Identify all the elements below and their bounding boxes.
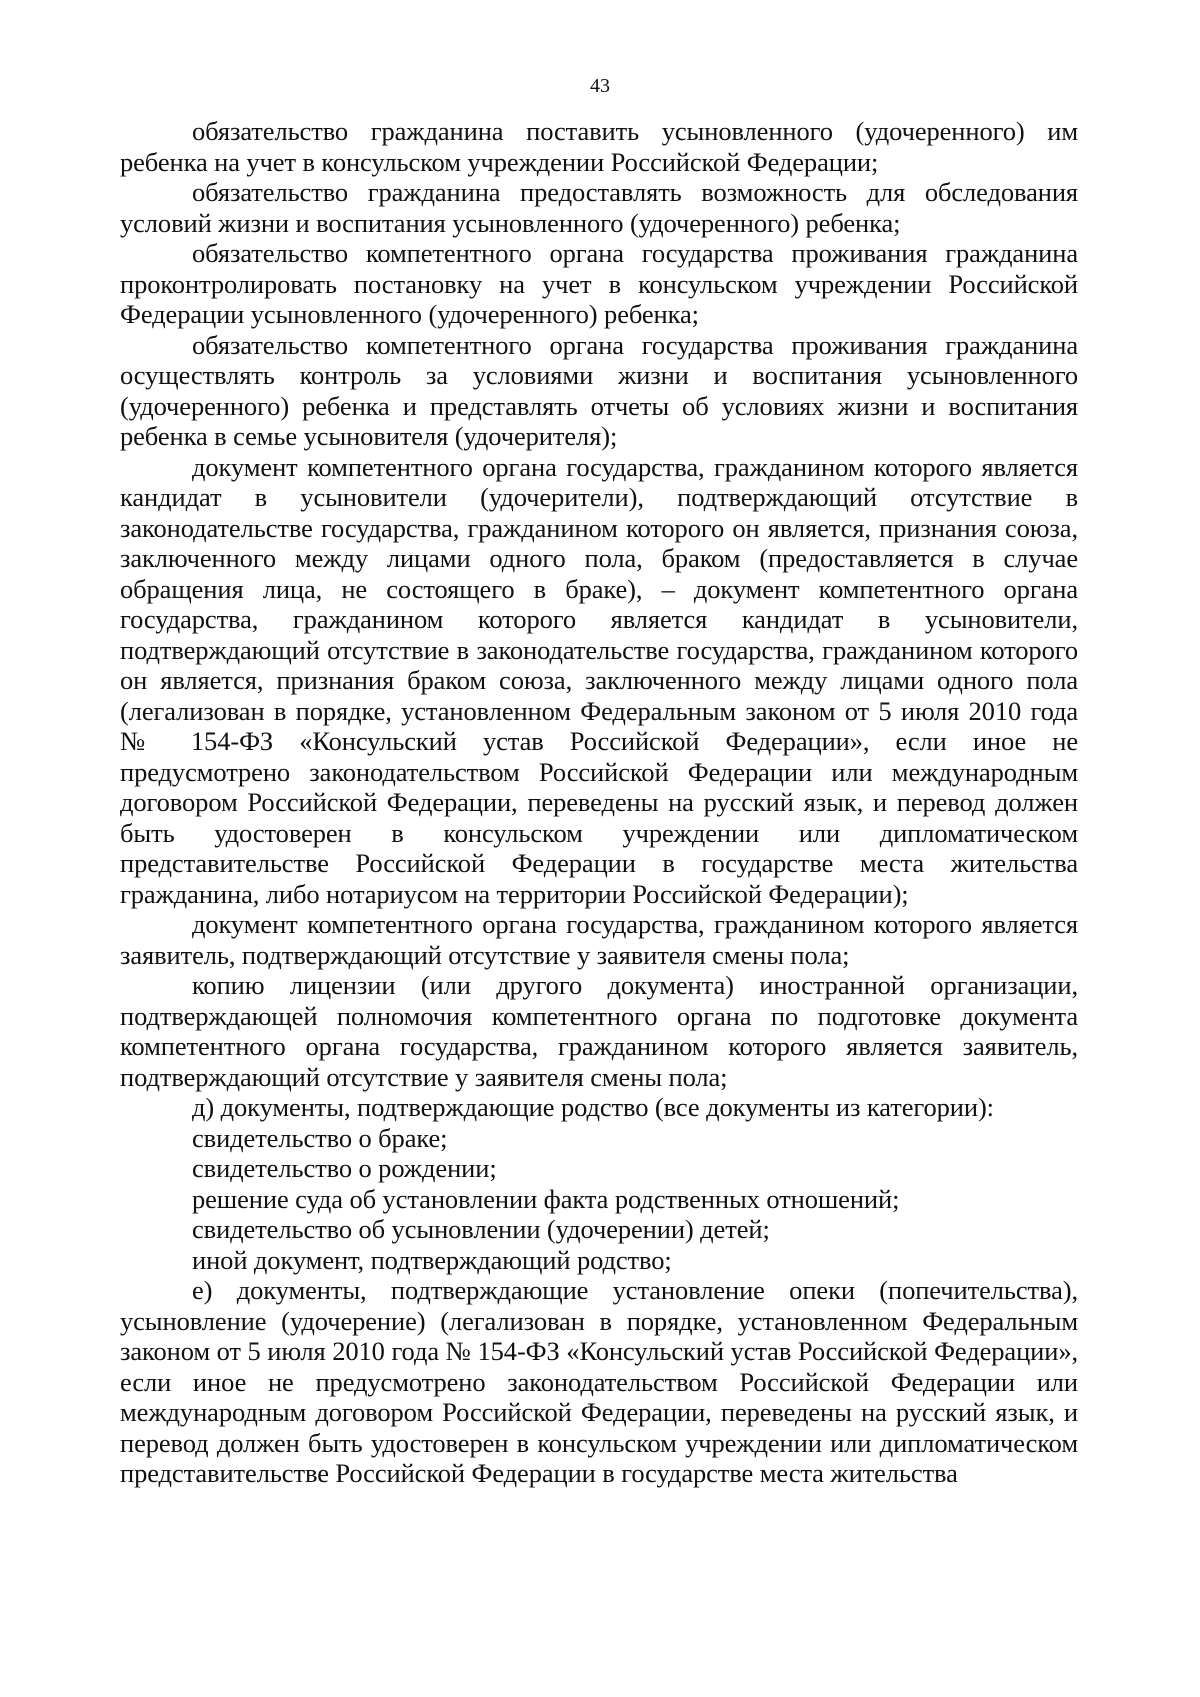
paragraph-no-gender-change-document: документ компетентного органа государства, гражданином которого является заявитель, подтверждающий отсутствие у заявителя смены пола; (120, 909, 1078, 970)
list-item-birth-certificate: свидетельство о рождении; (192, 1153, 497, 1183)
paragraph-obligation-living-conditions-survey: обязательство гражданина предоставлять возможность для обследования условий жизни и воспитания усыновленного (удочеренного) ребенка; (120, 177, 1078, 238)
paragraph-guardianship-documents: е) документы, подтверждающие установление опеки (попечительства), усыновление (удочерение) (легализован в порядке, установленном Федеральным законом от 5 июля 2010 года № 154-ФЗ «Консульский устав Российской Федерации», если иное не предусмотрено законодательством Российской Федерации или международным договором Российской Федерации, переведены на русский язык, и перевод должен быть удостоверен в консульском учреждении или дипломатическом представительстве Российской Федерации в государстве места жительства (120, 1275, 1078, 1488)
paragraph-obligation-reports: обязательство компетентного органа государства проживания гражданина осуществлять контроль за условиями жизни и воспитания усыновленного (удочеренного) ребенка и представлять отчеты об условиях жизни и воспитания ребенка в семье усыновителя (удочерителя); (120, 329, 1078, 451)
paragraph-same-sex-union-document: документ компетентного органа государства, гражданином которого является кандидат в усыновители (удочерители), подтверждающий отсутствие в законодательстве государства, гражданином которого он является, признания союза, заключенного между лицами одного пола, браком (предоставляется в случае обращения лица, не состоящего в браке), – документ компетентного органа государства, гражданином которого является кандидат в усыновители, подтверждающий отсутствие в законодательстве государства, гражданином которого он является, признания браком союза, заключенного между лицами одного пола (легализован в порядке, установленном Федеральным законом от 5 июля 2010 года № 154-ФЗ «Консульский устав Российской Федерации», если иное не предусмотрено законодательством Российской Федерации или международным договором Российской Федерации, переведены на русский язык, и перевод должен быть удостоверен в консульском учреждении или дипломатическом представительстве Российской Федерации в государстве места жительства гражданина, либо нотариусом на территории Российской Федерации); (120, 451, 1078, 909)
paragraph-obligation-consular-registration: обязательство гражданина поставить усыновленного (удочеренного) им ребенка на учет в консульском учреждении Российской Федерации; (120, 116, 1078, 177)
paragraph-kinship-documents-heading: д) документы, подтверждающие родство (все документы из категории): (192, 1092, 994, 1122)
list-item-marriage-certificate: свидетельство о браке; (192, 1122, 448, 1153)
list-item-other-kinship-document: иной документ, подтверждающий родство; (192, 1244, 672, 1275)
paragraph-obligation-registration-control: обязательство компетентного органа государства проживания гражданина проконтролировать постановку на учет в консульском учреждении Российской Федерации усыновленного (удочеренного) ребенка; (120, 238, 1078, 329)
paragraph-license-copy: копию лицензии (или другого документа) иностранной организации, подтверждающей полномочия компетентного органа по подготовке документа компетентного органа государства, гражданином которого является заявитель, подтверждающий отсутствие у заявителя смены пола; (120, 970, 1078, 1092)
page-number: 43 (590, 75, 610, 97)
list-item-court-decision: решение суда об установлении факта родственных отношений; (192, 1183, 900, 1214)
list-item-adoption-certificate: свидетельство об усыновлении (удочерении) детей; (192, 1214, 770, 1244)
document-body (120, 116, 1078, 1489)
